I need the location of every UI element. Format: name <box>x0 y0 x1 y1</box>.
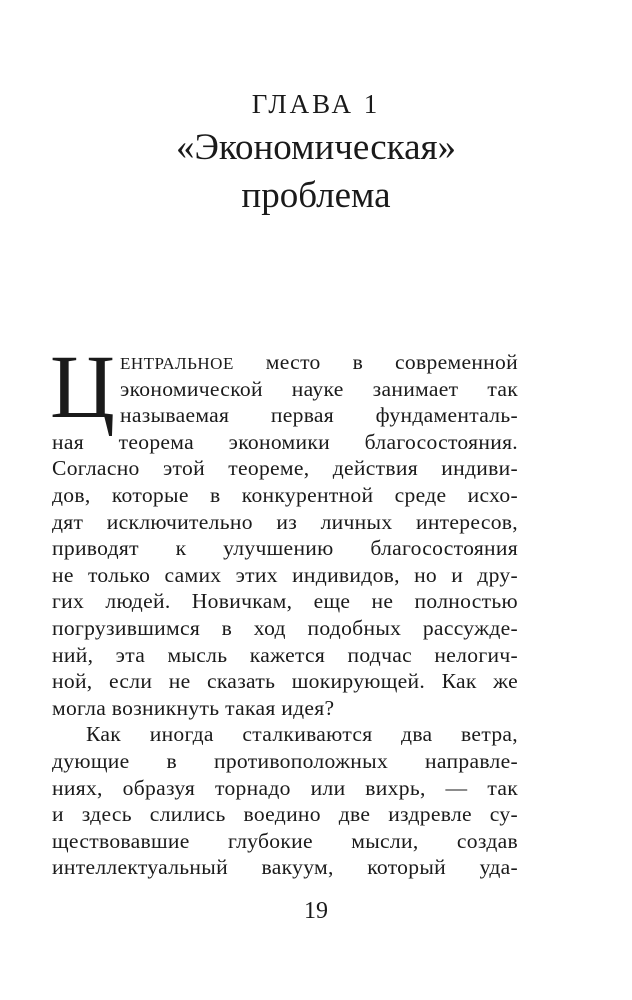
body-line: дующие в противоположных направле- <box>52 748 518 773</box>
body-line: дов, которые в конкурентной среде исхо- <box>52 482 518 507</box>
chapter-title-line-2: проблема <box>241 175 391 216</box>
drop-cap: Ц <box>50 338 116 437</box>
page-number: 19 <box>304 898 328 924</box>
body-line: называемая первая фундаменталь- <box>120 403 518 428</box>
body-line: Согласно этой теореме, действия индиви- <box>52 456 518 481</box>
body-line: гих людей. Новичкам, еще не полностью <box>52 589 518 614</box>
body-line: экономической науке занимает так <box>120 376 518 401</box>
body-line-text: место в современной <box>233 350 518 374</box>
chapter-body-text <box>50 338 518 881</box>
body-line: дят исключительно из личных интересов, <box>52 509 518 534</box>
body-line: Как иногда сталкиваются два ветра, <box>86 722 518 747</box>
body-line: ниях, образуя торнадо или вихрь, — так <box>52 775 518 800</box>
chapter-title <box>0 124 632 220</box>
body-line <box>52 349 518 376</box>
body-line: ной, если не сказать шокирующей. Как же <box>52 669 518 694</box>
body-line: и здесь слились воедино две издревле су- <box>52 802 518 827</box>
body-line: могла возникнуть такая идея? <box>52 695 335 720</box>
body-line: ществовавшие глубокие мысли, создав <box>52 828 518 853</box>
chapter-label: ГЛАВА 1 <box>251 89 381 119</box>
small-caps-word: ЕНТРАЛЬНОЕ <box>120 354 234 373</box>
body-line: погрузившимся в ход подобных рассужде- <box>52 615 518 640</box>
body-line: приводят к улучшению благосостояния <box>52 536 518 561</box>
body-line: ная теорема экономики благосостояния. <box>52 429 518 454</box>
body-line: ний, эта мысль кажется подчас нелогич- <box>52 642 518 667</box>
body-line: интеллектуальный вакуум, который уда- <box>52 855 518 880</box>
body-line: не только самих этих индивидов, но и дру- <box>52 562 518 587</box>
chapter-title-line-1: «Экономическая» <box>175 127 457 168</box>
